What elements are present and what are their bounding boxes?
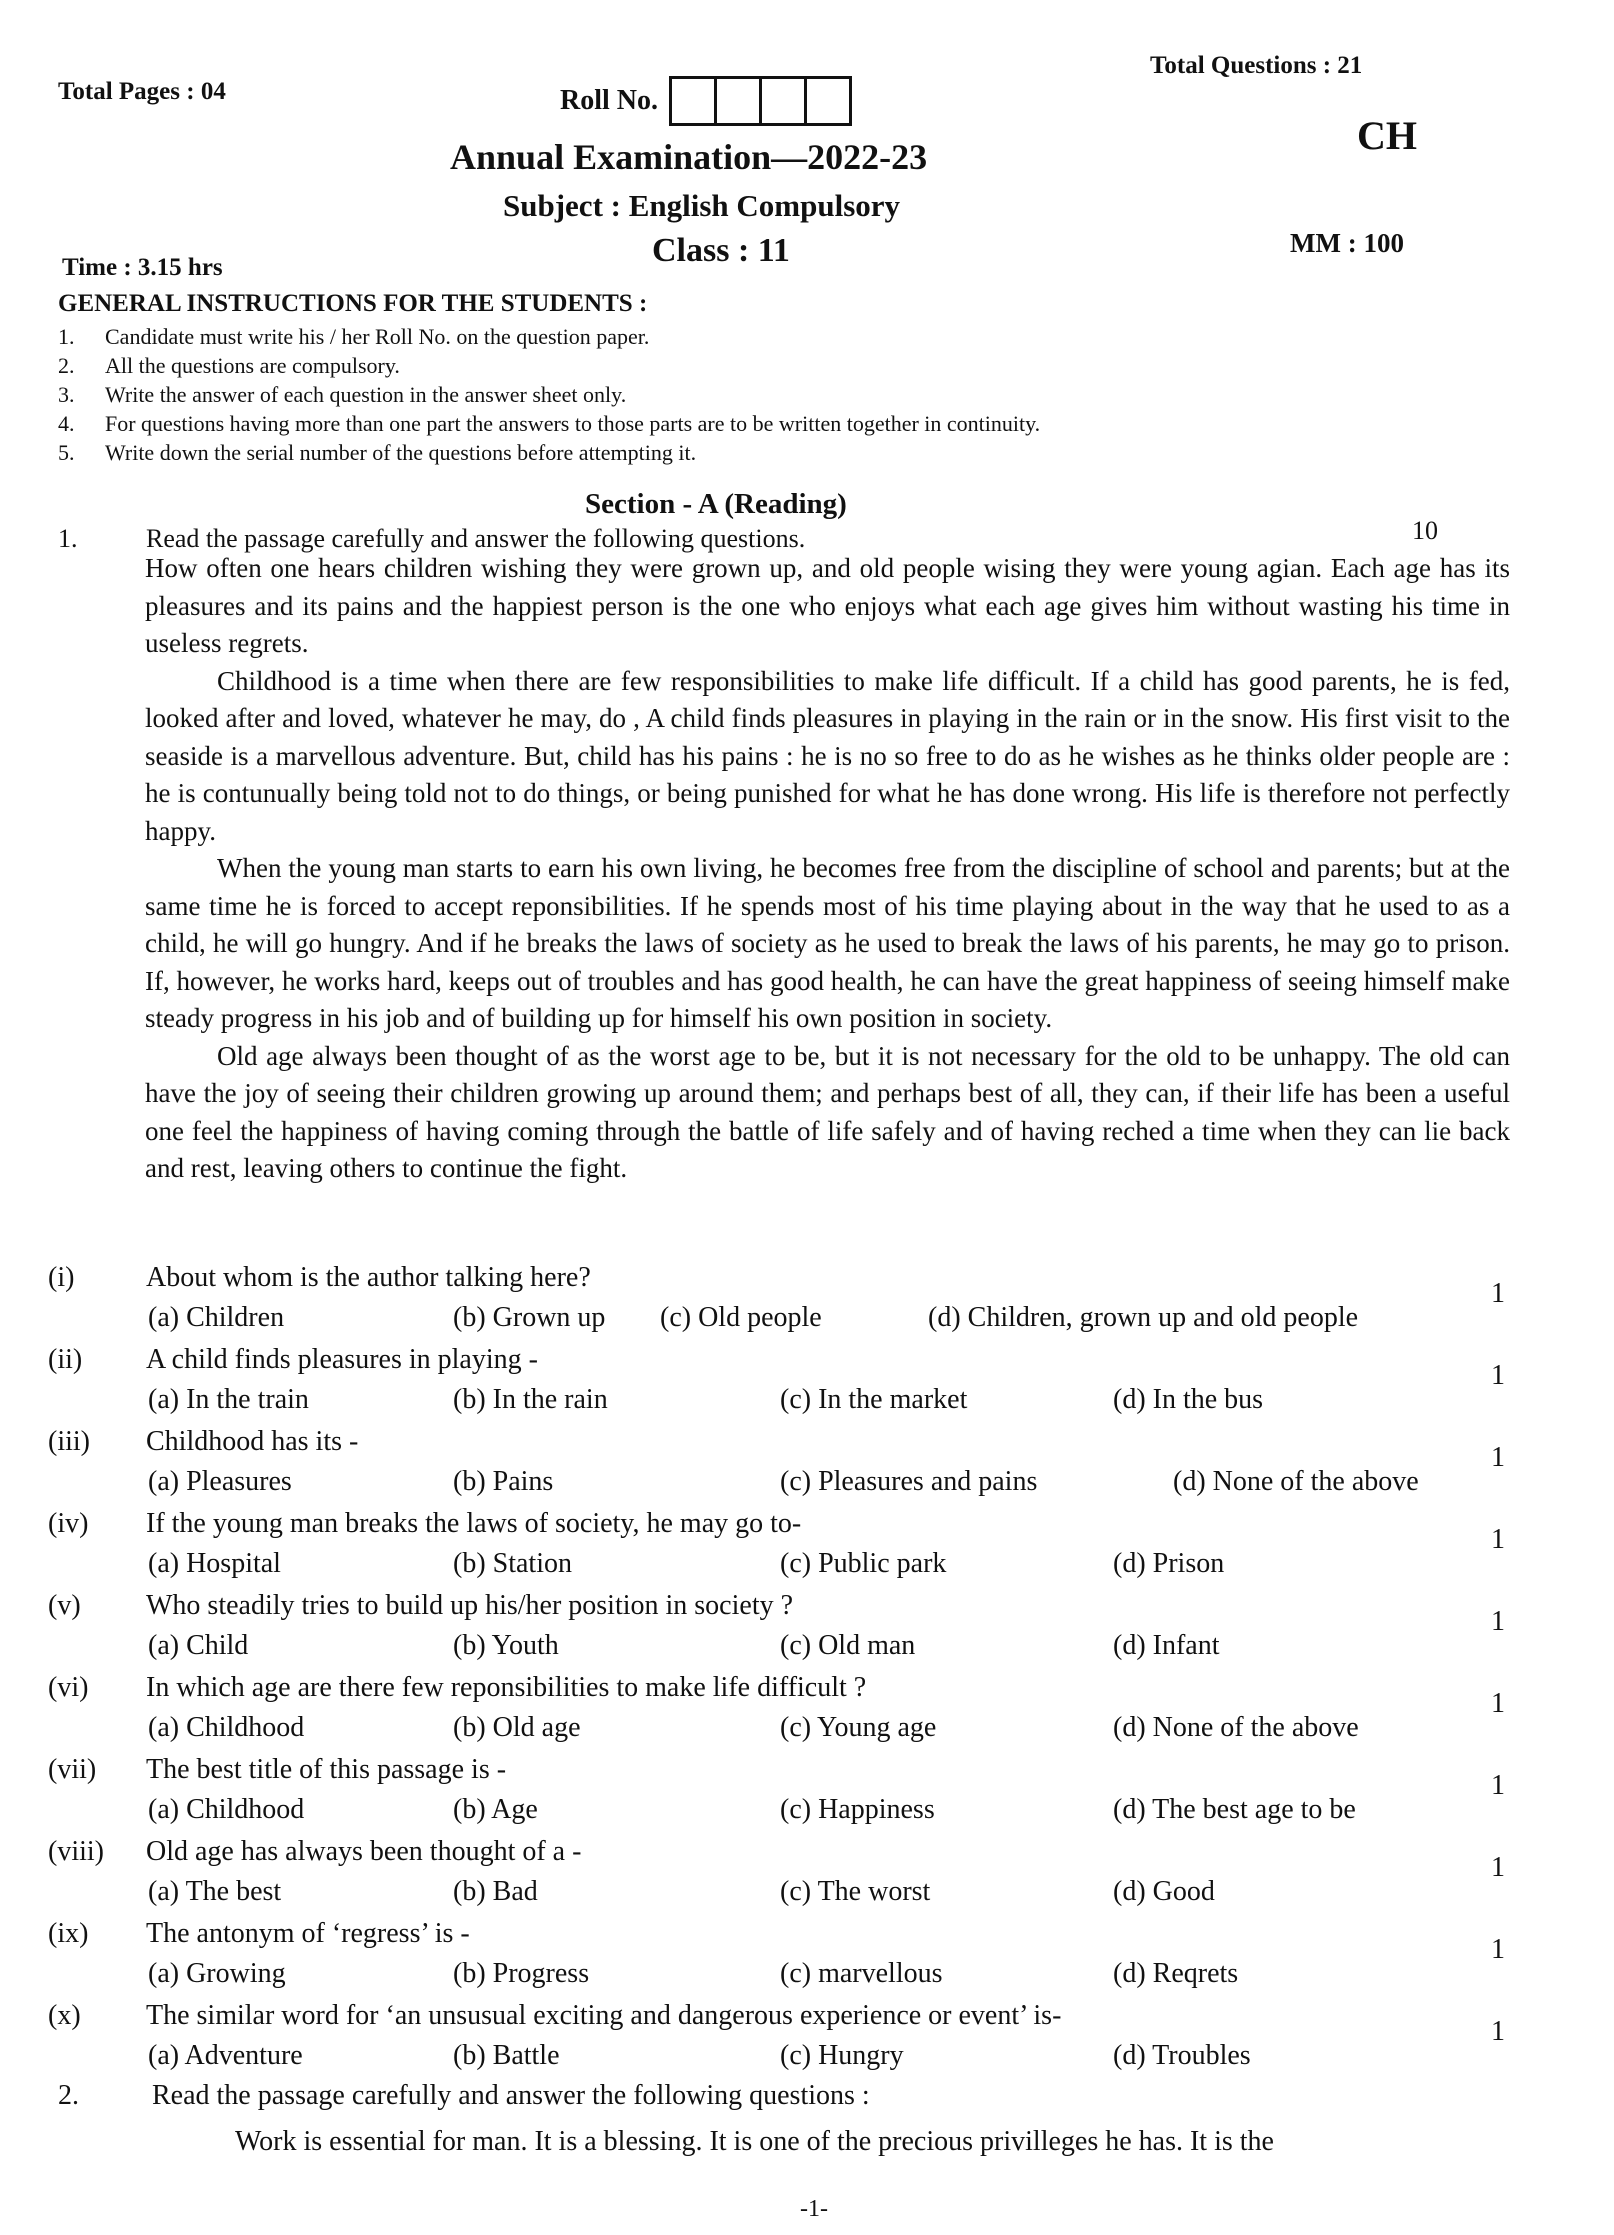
sub-question-marks: 1 [1491, 1524, 1505, 1555]
total-questions: Total Questions : 21 [1150, 52, 1363, 79]
sub-question-number: (iii) [48, 1426, 90, 1457]
option-d: (d) Infant [1113, 1630, 1220, 1661]
sub-question-text: Childhood has its - [146, 1426, 359, 1457]
sub-question-text: The similar word for ‘an unsusual exciting and dangerous experience or event’ is- [146, 2000, 1062, 2031]
option-c: (c) Old man [780, 1630, 916, 1661]
option-d: (d) The best age to be [1113, 1794, 1356, 1825]
sub-question [48, 1672, 1558, 1754]
sub-question [48, 1508, 1558, 1590]
option-b: (b) Pains [453, 1466, 554, 1497]
sub-question [48, 1836, 1558, 1918]
sub-question-text: The antonym of ‘regress’ is - [146, 1918, 470, 1949]
option-a: (a) Hospital [148, 1548, 281, 1579]
sub-question-marks: 1 [1491, 1278, 1505, 1309]
reading-passage [145, 550, 1510, 1188]
option-b: (b) Youth [453, 1630, 559, 1661]
sub-question-marks: 1 [1491, 1606, 1505, 1637]
option-c: (c) Public park [780, 1548, 947, 1579]
option-a: (a) Growing [148, 1958, 286, 1989]
question-instruction: Read the passage carefully and answer the following questions. [146, 524, 806, 553]
option-b: (b) Grown up [453, 1302, 606, 1333]
sub-question-marks: 1 [1491, 1688, 1505, 1719]
roll-number-box[interactable] [669, 76, 717, 126]
option-c: (c) Happiness [780, 1794, 935, 1825]
roll-number [560, 76, 852, 126]
option-b: (b) Old age [453, 1712, 581, 1743]
passage-paragraph: How often one hears children wishing they were grown up, and old people wising they were young agian. Each age has its pleasures and its pains and the happiest person is the one who enjoys what each age gives him without wasting his time in useless regrets. [145, 553, 1510, 658]
instruction-item: 3. Write the answer of each question in the answer sheet only. [58, 382, 627, 407]
subject: Subject : English Compulsory [503, 188, 901, 223]
sub-question-number: (v) [48, 1590, 81, 1621]
sub-question-marks: 1 [1491, 1442, 1505, 1473]
passage-paragraph: Childhood is a time when there are few responsibilities to make life difficult. If a child has good parents, he is fed, looked after and loved, whatever he may, do , A child finds pleasures in playing in the rain or in the snow. His first visit to the seaside is a marvellous adventure. But, child has his pains : he is no so free to do as he wishes as he thinks older people are : he is contunually being told not to do things, or being punished for what he has done wrong. His life is therefore not perfectly happy. [145, 665, 1510, 846]
roll-number-box[interactable] [804, 76, 852, 126]
option-b: (b) Progress [453, 1958, 590, 1989]
sub-question-number: (ii) [48, 1344, 83, 1375]
option-d: (d) Children, grown up and old people [928, 1302, 1359, 1333]
instruction-item: 2. All the questions are compulsory. [58, 353, 400, 378]
option-a: (a) Children [148, 1302, 285, 1333]
sub-question [48, 1262, 1558, 1344]
roll-number-box[interactable] [759, 76, 807, 126]
sub-question-text: A child finds pleasures in playing - [146, 1344, 538, 1375]
exam-title: Annual Examination—2022-23 [450, 137, 928, 177]
sub-question [48, 1344, 1558, 1426]
roll-number-label: Roll No. [560, 85, 658, 116]
option-a: (a) Child [148, 1630, 249, 1661]
sub-question-marks: 1 [1491, 1360, 1505, 1391]
roll-number-boxes [672, 76, 852, 126]
option-b: (b) Battle [453, 2040, 560, 2071]
sub-question [48, 1754, 1558, 1836]
option-d: (d) None of the above [1113, 1712, 1359, 1743]
sub-question-text: Who steadily tries to build up his/her position in society ? [146, 1590, 794, 1621]
option-a: (a) In the train [148, 1384, 309, 1415]
option-b: (b) In the rain [453, 1384, 608, 1415]
passage-paragraph: Old age always been thought of as the worst age to be, but it is not necessary for the old to be unhappy. The old can have the joy of seeing their children growing up around them; and perhaps best of all, they can, if their life has been a useful one feel the happiness of having coming through the battle of life safely and of having reched a time when they can lie back and rest, leaving others to continue the fight. [145, 1040, 1510, 1183]
section-title: Section - A (Reading) [585, 488, 847, 520]
question-marks: 10 [1412, 516, 1438, 545]
sub-question-text: The best title of this passage is - [146, 1754, 507, 1785]
sub-question-text: About whom is the author talking here? [146, 1262, 591, 1293]
option-a: (a) Childhood [148, 1712, 305, 1743]
sub-question [48, 1590, 1558, 1672]
option-a: (a) The best [148, 1876, 282, 1907]
sub-question-number: (i) [48, 1262, 75, 1293]
sub-question-number: (x) [48, 2000, 81, 2031]
sub-question [48, 1426, 1558, 1508]
option-d: (d) Reqrets [1113, 1958, 1239, 1989]
option-b: (b) Age [453, 1794, 538, 1825]
option-d: (d) None of the above [1173, 1466, 1419, 1497]
option-c: (c) In the market [780, 1384, 968, 1415]
option-d: (d) Troubles [1113, 2040, 1251, 2071]
option-a: (a) Adventure [148, 2040, 303, 2071]
option-a: (a) Pleasures [148, 1466, 292, 1497]
question-number: 2. [58, 2080, 79, 2111]
option-c: (c) Old people [660, 1302, 822, 1333]
sub-question [48, 2000, 1558, 2082]
paper-code: CH [1357, 113, 1417, 158]
sub-question-text: In which age are there few reponsibilities to make life difficult ? [146, 1672, 867, 1703]
page-number: -1- [800, 2196, 828, 2222]
option-a: (a) Childhood [148, 1794, 305, 1825]
question-instruction: Read the passage carefully and answer the following questions : [152, 2080, 870, 2111]
sub-question-number: (iv) [48, 1508, 89, 1539]
instructions-heading: GENERAL INSTRUCTIONS FOR THE STUDENTS : [58, 290, 648, 317]
option-c: (c) Hungry [780, 2040, 904, 2071]
option-d: (d) In the bus [1113, 1384, 1264, 1415]
sub-question [48, 1918, 1558, 2000]
sub-question-text: Old age has always been thought of a - [146, 1836, 582, 1867]
option-d: (d) Prison [1113, 1548, 1225, 1579]
option-c: (c) marvellous [780, 1958, 943, 1989]
option-d: (d) Good [1113, 1876, 1215, 1907]
question-number: 1. [58, 524, 78, 553]
sub-question-number: (vii) [48, 1754, 97, 1785]
roll-number-box[interactable] [714, 76, 762, 126]
instruction-item: 1. Candidate must write his / her Roll No. on the question paper. [58, 324, 650, 349]
max-marks: MM : 100 [1290, 228, 1404, 258]
time-allowed: Time : 3.15 hrs [62, 254, 223, 281]
sub-question-number: (viii) [48, 1836, 104, 1867]
instructions-list [58, 322, 1040, 467]
sub-question-number: (ix) [48, 1918, 89, 1949]
instruction-item: 4. For questions having more than one part the answers to those parts are to be written together in continuity. [58, 411, 1041, 436]
instruction-item: 5. Write down the serial number of the questions before attempting it. [58, 440, 697, 465]
sub-question-marks: 1 [1491, 1934, 1505, 1965]
sub-question-marks: 1 [1491, 1770, 1505, 1801]
sub-question-number: (vi) [48, 1672, 89, 1703]
question-list [48, 1262, 1558, 2082]
passage-first-line: Work is essential for man. It is a blessing. It is one of the precious privilleges he has. It is the [235, 2126, 1274, 2157]
total-pages: Total Pages : 04 [58, 78, 226, 105]
option-c: (c) Pleasures and pains [780, 1466, 1038, 1497]
option-b: (b) Bad [453, 1876, 538, 1907]
option-c: (c) The worst [780, 1876, 931, 1907]
option-c: (c) Young age [780, 1712, 937, 1743]
class: Class : 11 [652, 232, 790, 269]
sub-question-marks: 1 [1491, 2016, 1505, 2047]
passage-paragraph: When the young man starts to earn his own living, he becomes free from the discipline of school and parents; but at the same time he is forced to accept reponsibilities. If he spends most of his time playing about in the way that he used to as a child, he will go hungry. And if he breaks the laws of society as he used to break the laws of his parents, he may go to prison. If, however, he works hard, keeps out of troubles and has good health, he can have the great happiness of seeing himself make steady progress in his job and of building up for himself his own position in society. [145, 853, 1510, 1033]
sub-question-marks: 1 [1491, 1852, 1505, 1883]
option-b: (b) Station [453, 1548, 572, 1579]
sub-question-text: If the young man breaks the laws of society, he may go to- [146, 1508, 802, 1539]
